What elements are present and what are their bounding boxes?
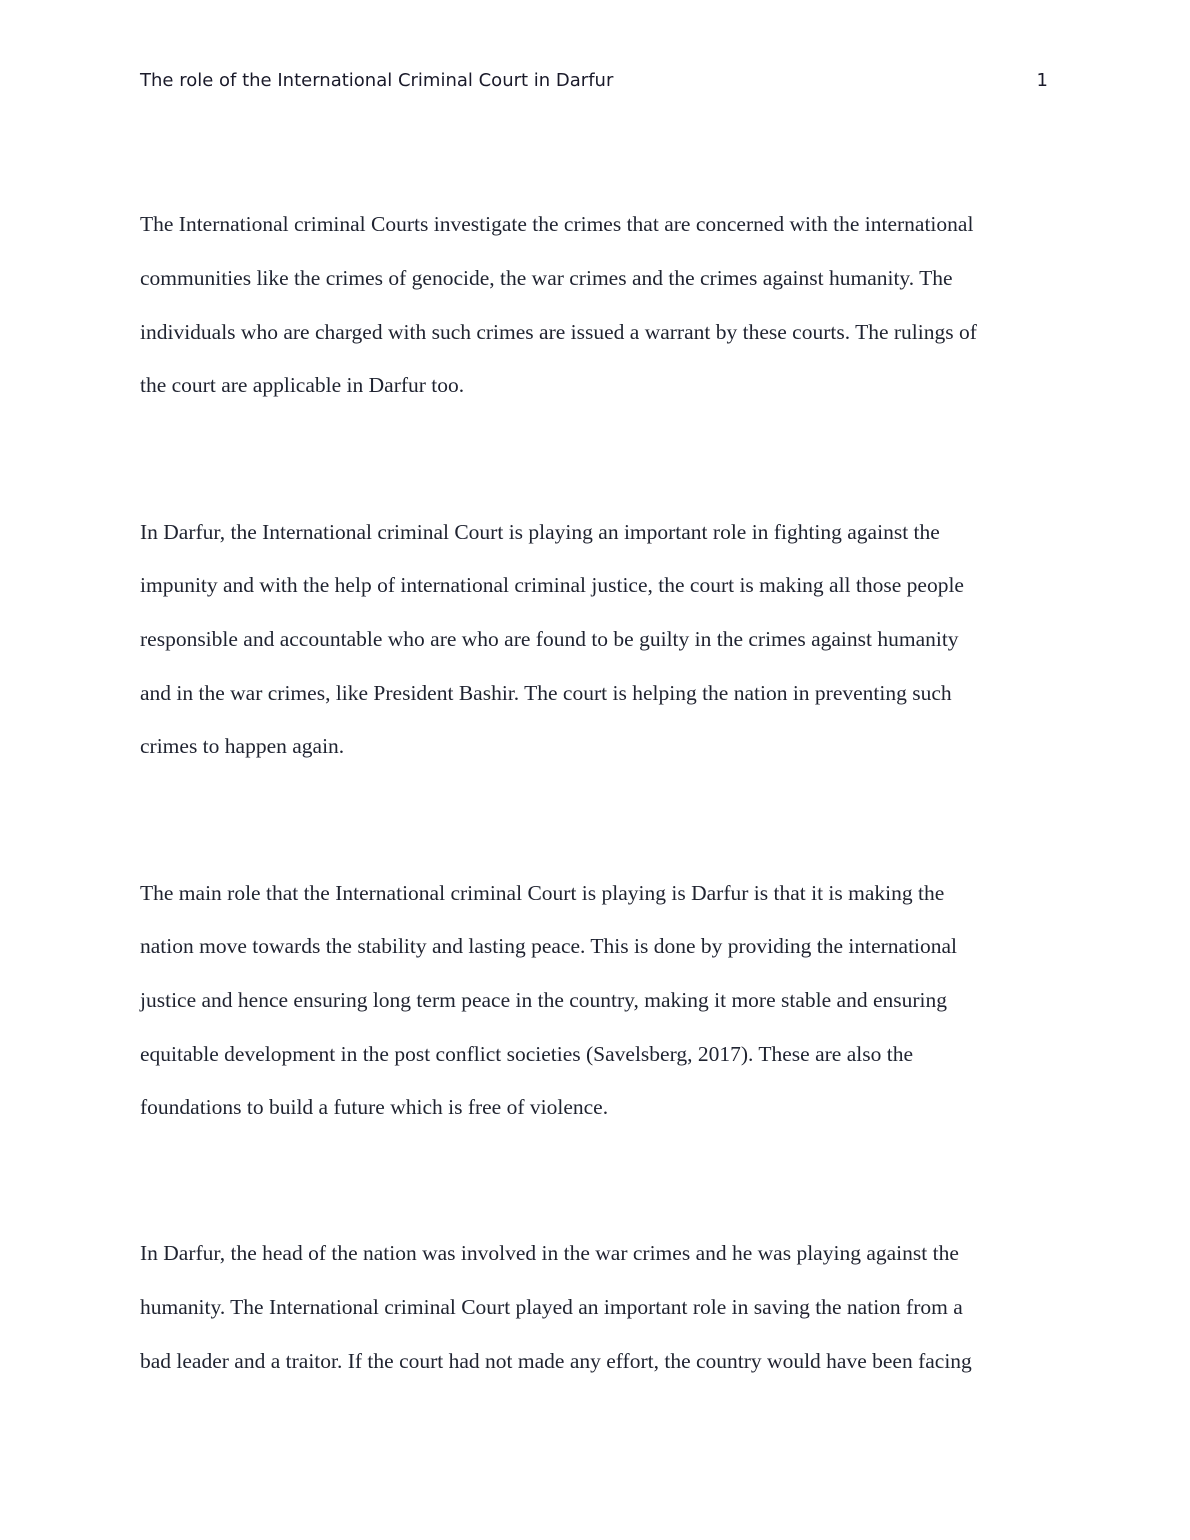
paragraph-3-line-2: nation move towards the stability and lasting peace. This is done by providing the international [140, 934, 958, 958]
paragraph-1-line-4: the court are applicable in Darfur too. [140, 373, 465, 397]
paragraph-2-line-4: and in the war crimes, like President Bashir. The court is helping the nation in preventing such [140, 681, 952, 705]
running-header-title: The role of the International Criminal Court in Darfur [140, 70, 614, 91]
paragraph-4-line-1: In Darfur, the head of the nation was involved in the war crimes and he was playing against the [140, 1241, 959, 1265]
paragraph-4-line-2: humanity. The International criminal Court played an important role in saving the nation from a [140, 1295, 963, 1319]
paragraph-1-line-1: The International criminal Courts investigate the crimes that are concerned with the international [140, 212, 974, 236]
paragraph-3-line-3: justice and hence ensuring long term peace in the country, making it more stable and ensuring [140, 988, 947, 1012]
paragraph-1-line-3: individuals who are charged with such crimes are issued a warrant by these courts. The rulings of [140, 320, 977, 344]
paragraph-3-line-5: foundations to build a future which is free of violence. [140, 1095, 609, 1119]
paragraph-2-line-3: responsible and accountable who are who are found to be guilty in the crimes against humanity [140, 627, 959, 651]
page-number: 1 [1036, 70, 1048, 91]
paragraph-4-line-3: bad leader and a traitor. If the court had not made any effort, the country would have been facing [140, 1349, 972, 1373]
paragraph-1-line-2: communities like the crimes of genocide, the war crimes and the crimes against humanity. The [140, 266, 953, 290]
paragraph-2-line-2: impunity and with the help of international criminal justice, the court is making all those people [140, 573, 964, 597]
paragraph-2-line-1: In Darfur, the International criminal Court is playing an important role in fighting against the [140, 520, 940, 544]
paragraph-3-line-1: The main role that the International criminal Court is playing is Darfur is that it is making the [140, 881, 945, 905]
paragraph-3-line-4: equitable development in the post conflict societies (Savelsberg, 2017). These are also the [140, 1042, 913, 1066]
paragraph-2-line-5: crimes to happen again. [140, 734, 345, 758]
